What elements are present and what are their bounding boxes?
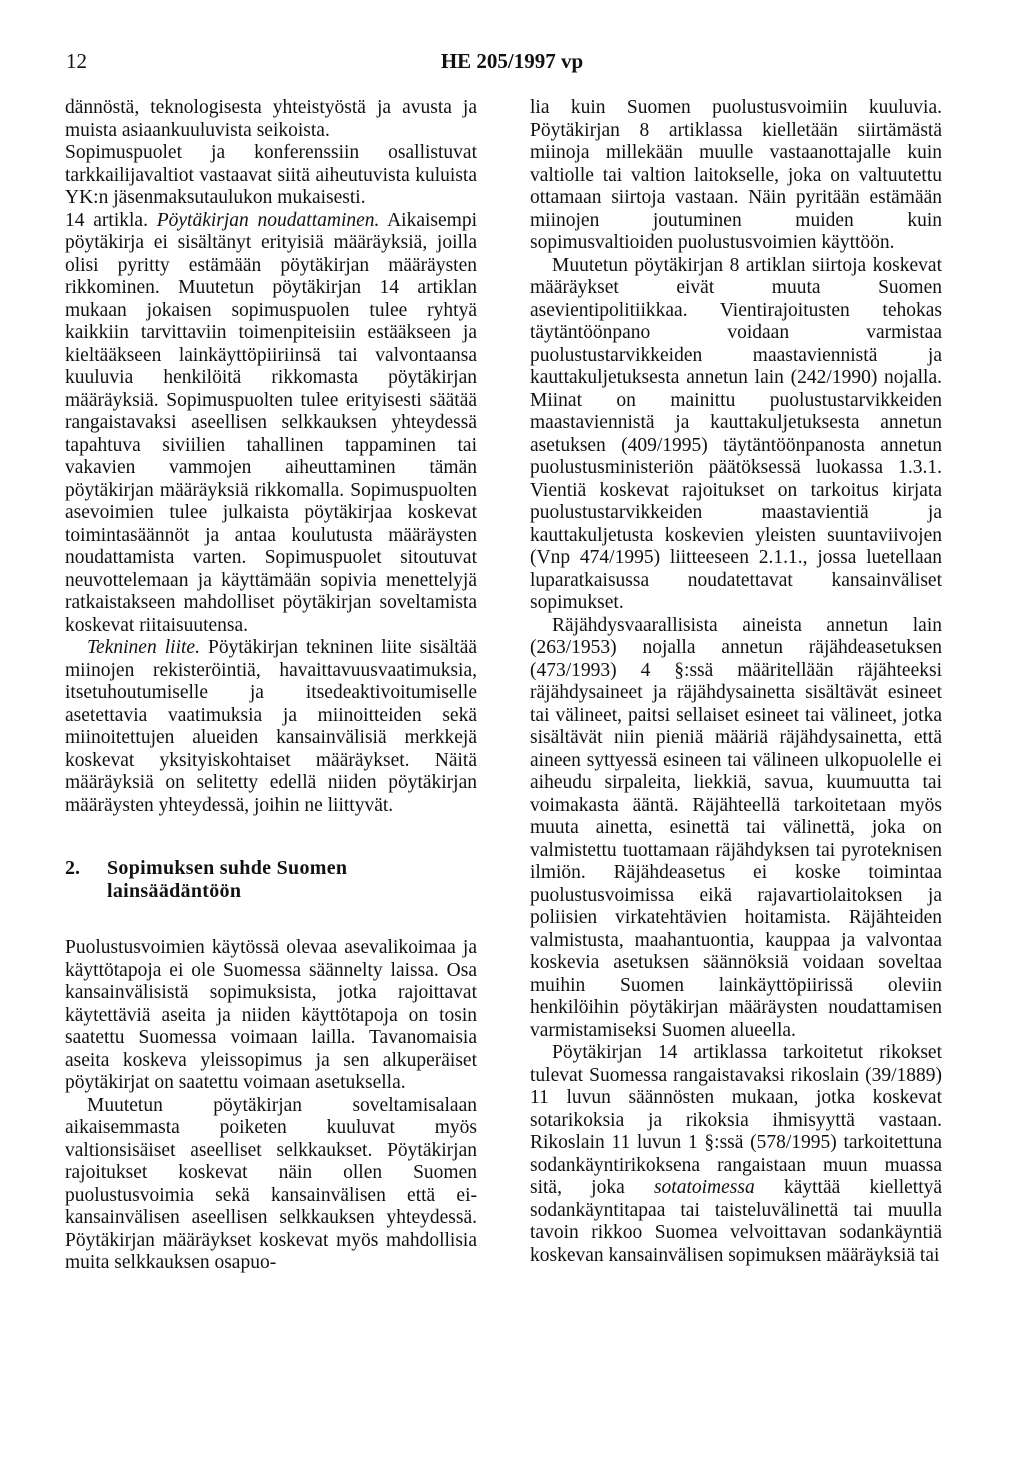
paragraph: Räjähdysvaarallisista aineista annetun lain (263/1953) nojalla annetun räjähdeasetuksen (473/1993) 4 §:ssä määritellään räjähteeksi räjähdysaineet ja räjähdysainetta sisältävät esineet tai välineet, paitsi sellaiset esineet tai välineet, jotka sisältävät niin pieniä määriä räjähdysainetta, että aineen syttyessä esineen tai välineen ulkopuolelle ei aiheudu sirpaleita, liekkiä, savua, kuumuutta tai voimakasta ääntä. Räjähteellä tarkoitetaan myös muuta ainetta, esinettä tai välinettä, joka on valmistettu tuottamaan räjähdyksen tai pyroteknisen ilmiön. Räjähdeasetus ei koske toimintaa puolustusvoimissa eikä rajavartiolaitoksen ja poliisien virkatehtävien hoitamista. Räjähteiden valmistusta, maahantuontia, kauppaa ja valvontaa koskevia asetuksen säännöksiä voidaan soveltaa muihin Suomen lainkäyttöpiirissä oleviin henkilöihin pöytäkirjan määräysten noudattamisen varmistamiseksi Suomen alueella. xyxy=(530,614,942,1041)
paragraph: Muutetun pöytäkirjan soveltamisalaan aikaisemmasta poiketen kuuluvat myös valtionsisäiset aseelliset selkkaukset. Pöytäkirjan rajoitukset koskevat näin ollen Suomen puolustusvoimia sekä kansainvälisen että ei-kansainvälisen aseellisen selkkauksen yhteydessä. Pöytäkirjan määräykset koskevat myös mahdollisia muita selkkauksen osapuo- xyxy=(65,1094,477,1273)
annex-text: Pöytäkirjan tekninen liite sisältää miinojen rekisteröintiä, havaittavuusvaatimuksia, itsetuhoutumiselle ja itsedeaktivoitumiselle asetettavia vaatimuksia ja miinoitteiden sekä miinoitettujen alueiden kansainvälisiä merkkejä koskevat yksityiskohtaiset määräykset. Näitä määräyksiä on selitetty edellä niiden pöytäkirjan määräysten yhteydessä, joihin ne liittyvät. xyxy=(65,637,478,816)
paragraph-text: Pöytäkirjan 14 artiklassa tarkoitetut rikokset tulevat Suomessa rangaistavaksi rikoslain (39/1889) 11 luvun säännösten mukaan, jotka koskevat sotarikoksia ja rikoksia ihmisyyttä vastaan. Rikoslain 11 luvun 1 §:ssä (578/1995) tarkoitettuna sodankäyntirikoksena rangaistaan muun muassa sitä, joka xyxy=(530,1042,942,1198)
paragraph-technical-annex xyxy=(65,637,477,817)
paragraph: Puolustusvoimien käytössä olevaa asevalikoimaa ja käyttötapoja ei ole Suomessa säännelty laissa. Osa kansainvälisistä sopimuksista, jotka rajoittavat käytettäviä aseita ja niiden käyttötapoja on tosin saatettu Suomessa voimaan lailla. Tavanomaisia aseita koskeva yleissopimus ja sen alkuperäiset pöytäkirjat on saatettu voimaan asetuksella. xyxy=(65,937,477,1093)
left-column xyxy=(65,97,477,1275)
paragraph: dännöstä, teknologisesta yhteistyöstä ja avusta ja muista asiaankuuluvista seikoista. xyxy=(65,97,477,141)
right-column xyxy=(530,97,942,1267)
annex-heading: Tekninen liite. xyxy=(87,637,200,658)
article-label: 14 artikla. xyxy=(65,209,148,231)
page-number: 12 xyxy=(66,49,87,73)
paragraph-criminal-code xyxy=(530,1042,942,1267)
paragraph: lia kuin Suomen puolustusvoimiin kuuluvia. Pöytäkirjan 8 artiklassa kielletään siirtämästä miinoja millekään muulle vastaanottajalle kuin valtiolle tai valtion laitokselle, joka on valtuutettu ottamaan siirtoja vastaan. Näin pyritään estämään miinojen joutuminen muiden kuin sopimusvaltioiden puolustusvoimien käyttöön. xyxy=(530,97,942,253)
emphasized-term: sotatoimessa xyxy=(653,1177,755,1198)
section-heading xyxy=(65,857,477,903)
article-text: Aikaisempi pöytäkirja ei sisältänyt erityisiä määräyksiä, joilla olisi pyritty estämään pöytäkirjan määräysten rikkominen. Muutetun pöytäkirjan 14 artiklan mukaan jokaisen sopimuspuolen tulee ryhtyä kaikkiin tarvittaviin toimenpiteisiin estääkseen ja kieltääkseen lainkäyttöpiiriinsä tai valvontaansa kuuluvia henkilöitä rikkomasta pöytäkirjan määräyksiä. Sopimuspuolten tulee erityisesti säätää rangaistavaksi aseellisen selkkauksen yhteydessä tapahtuva siviilien tahallinen tappaminen tai vakavien vammojen aiheuttaminen tämän pöytäkirjan määräyksiä rikkomalla. Sopimuspuolten asevoimien tulee julkaista pöytäkirjaa koskevat toimintasäännöt ja antaa koulutusta määräysten noudattamista varten. Sopimuspuolet sitoutuvat neuvottelemaan ja käyttämään sopivia menettelyjä ratkaistakseen mahdolliset pöytäkirjan soveltamista koskevat riitaisuutensa. xyxy=(65,209,477,636)
section-title: Sopimuksen suhde Suomen lainsäädäntöön xyxy=(107,857,348,902)
document-id-header: HE 205/1997 vp xyxy=(440,49,584,73)
paragraph: Muutetun pöytäkirjan 8 artiklan siirtoja koskevat määräykset eivät muuta Suomen asevientipolitiikkaa. Vientirajoitusten tehokas täytäntöönpano voidaan varmistaa puolustustarvikkeiden maastaviennistä ja kauttakuljetuksesta annetun lain (242/1990) nojalla. Miinat on mainittu puolustustarvikkeiden maastaviennistä ja kauttakuljetuksesta annetun asetuksen (409/1995) täytäntöönpanosta annetun puolustusministeriön päätöksessä luokassa 1.3.1. Vientiä koskevat rajoitukset on tarkoitus kirjata puolustustarvikkeiden maastavientiä ja kauttakuljetusta koskevien yleisten suuntaviivojen (Vnp 474/1995) liitteeseen 2.1.1., jossa luetellaan luparatkaisussa noudatettavat kansainväliset sopimukset. xyxy=(530,254,942,613)
paragraph-text: käyttää kiellettyä sodankäyntitapaa tai taisteluvälinettä tai muulla tavoin rikkoo Suomea velvoittavan sodankäyntiä koskevan kansainvälisen sopimuksen määräyksiä tai xyxy=(530,1177,943,1266)
section-number: 2. xyxy=(65,857,80,879)
paragraph: Sopimuspuolet ja konferenssiin osallistuvat tarkkailijavaltiot vastaavat siitä aiheutuvista kuluista YK:n jäsenmaksutaulukon mukaisesti. xyxy=(65,142,477,208)
article-heading: Pöytäkirjan noudattaminen. xyxy=(156,209,380,231)
paragraph-article-14 xyxy=(65,210,477,638)
